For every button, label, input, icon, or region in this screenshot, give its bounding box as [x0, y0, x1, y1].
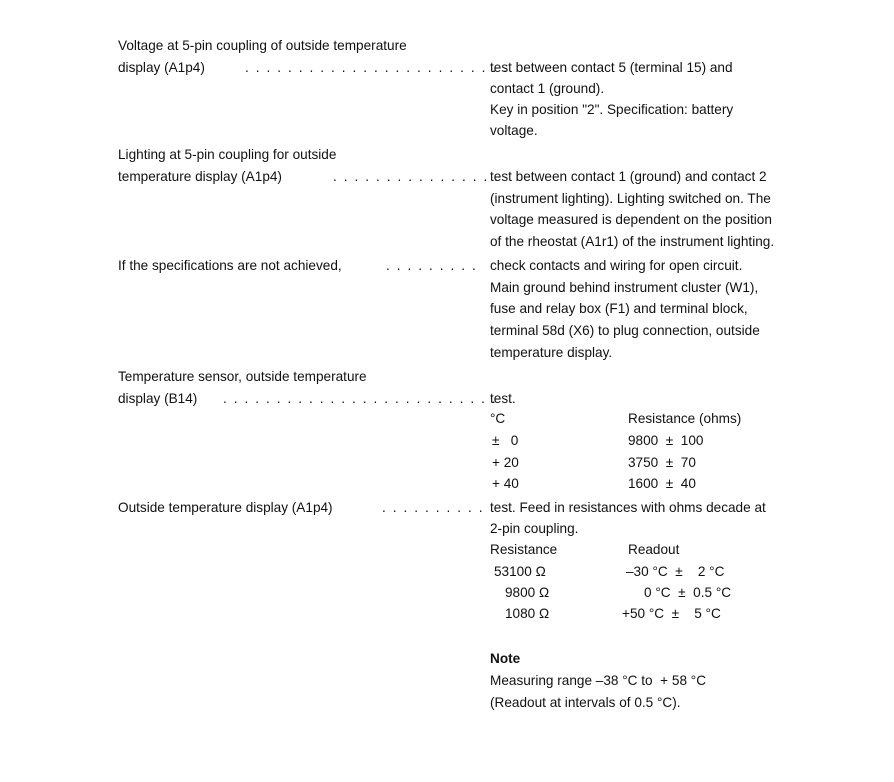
leader-dots: . . . . . . . . . . . . . . . . . . . . . . . . . — [245, 60, 509, 75]
table-cell: +50 °C ± 5 °C — [622, 606, 721, 621]
entry-label-line: display (A1p4) — [118, 60, 205, 75]
table-cell: 9800 Ω — [505, 585, 550, 600]
table-cell: –30 °C ± 2 °C — [626, 564, 725, 579]
table-cell: 1600 ± 40 — [628, 476, 696, 491]
table-cell: ± 0 — [492, 433, 519, 448]
entry-text-line: test. — [490, 391, 516, 406]
entry-text-line: terminal 58d (X6) to plug connection, outside — [490, 323, 760, 338]
entry-text-line: contact 1 (ground). — [490, 81, 605, 96]
table-cell: 53100 Ω — [494, 564, 546, 579]
entry-label-line: Temperature sensor, outside temperature — [118, 369, 367, 384]
entry-label-line: display (B14) — [118, 391, 198, 406]
entry-label-line: Voltage at 5-pin coupling of outside temperature — [118, 38, 407, 53]
leader-dots: . . . . . . . . . — [386, 258, 478, 273]
entry-text-line: 2-pin coupling. — [490, 521, 579, 536]
table-cell: + 40 — [492, 476, 519, 491]
entry-label-line: Outside temperature display (A1p4) — [118, 500, 333, 515]
entry-text-line: (instrument lighting). Lighting switched on. The — [490, 191, 771, 206]
entry-label-line: If the specifications are not achieved, — [118, 258, 342, 273]
entry-text-line: Main ground behind instrument cluster (W1), — [490, 280, 759, 295]
table-cell: 1080 Ω — [505, 606, 550, 621]
entry-text-line: voltage measured is dependent on the position — [490, 212, 772, 227]
note-heading: Note — [490, 651, 521, 666]
table-header: Readout — [628, 542, 680, 557]
entry-text-line: of the rheostat (A1r1) of the instrument lighting. — [490, 234, 775, 249]
entry-label-line: Lighting at 5-pin coupling for outside — [118, 147, 337, 162]
leader-dots: . . . . . . . . . . . . . . . . — [333, 169, 500, 184]
entry-label-line: temperature display (A1p4) — [118, 169, 282, 184]
table-header: Resistance (ohms) — [628, 411, 742, 426]
table-cell: + 20 — [492, 455, 519, 470]
note-line: Measuring range –38 °C to + 58 °C — [490, 673, 707, 688]
entry-text-line: temperature display. — [490, 345, 613, 360]
entry-text-line: check contacts and wiring for open circuit. — [490, 258, 743, 273]
note-line: (Readout at intervals of 0.5 °C). — [490, 695, 681, 710]
table-header: Resistance — [490, 542, 558, 557]
entry-text-line: test. Feed in resistances with ohms decade at — [490, 500, 766, 515]
entry-text-line: fuse and relay box (F1) and terminal block, — [490, 301, 748, 316]
entry-text-line: voltage. — [490, 123, 538, 138]
leader-dots: . . . . . . . . . . — [382, 500, 485, 515]
entry-text-line: test between contact 5 (terminal 15) and — [490, 60, 733, 75]
entry-text-line: Key in position "2". Specification: battery — [490, 102, 734, 117]
entry-text-line: test between contact 1 (ground) and contact 2 — [490, 169, 767, 184]
table-cell: 0 °C ± 0.5 °C — [644, 585, 732, 600]
table-header: °C — [490, 411, 506, 426]
table-cell: 3750 ± 70 — [628, 455, 696, 470]
leader-dots: . . . . . . . . . . . . . . . . . . . . . . . . . . — [223, 391, 498, 406]
table-cell: 9800 ± 100 — [628, 433, 704, 448]
